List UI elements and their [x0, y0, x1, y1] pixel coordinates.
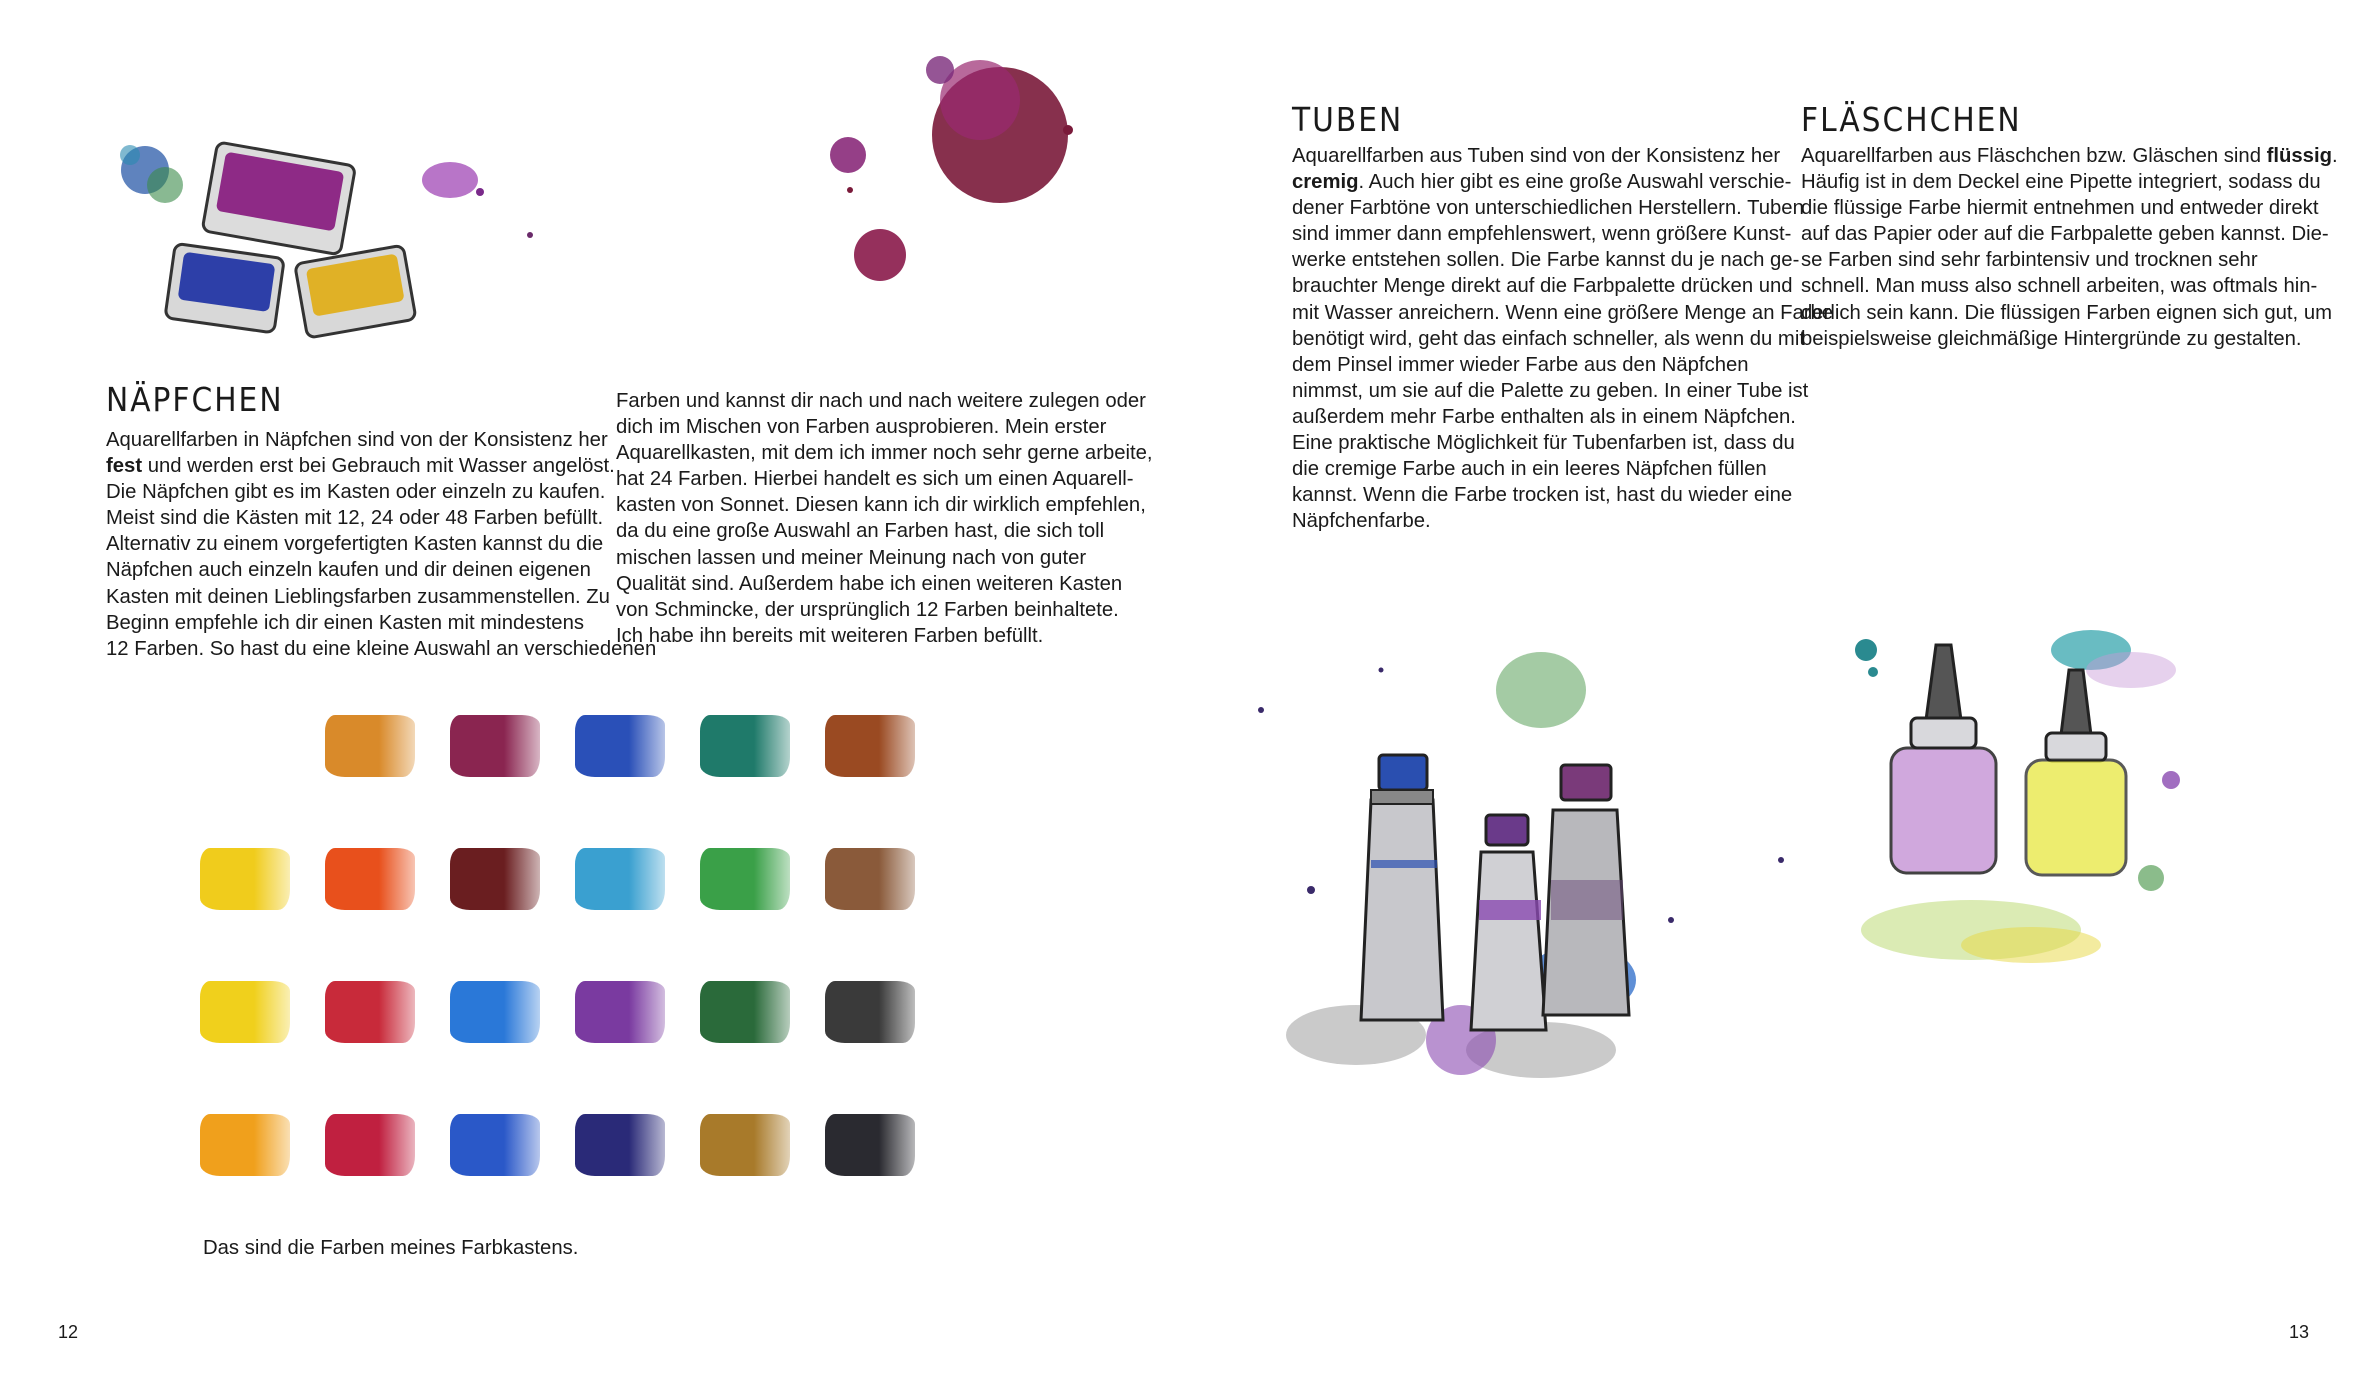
text-line: schnell. Man muss also schnell arbeiten, was oftmals hin-: [1801, 275, 2318, 298]
text-line: se Farben sind sehr farbintensiv und trocknen sehr: [1801, 249, 2258, 272]
color-swatch: [825, 848, 915, 910]
page-number-right: 13: [2289, 1322, 2310, 1342]
color-swatch: [450, 981, 540, 1043]
text-line: Beginn empfehle ich dir einen Kasten mit mindestens: [106, 611, 585, 634]
text-line: da du eine große Auswahl an Farben hast, die sich toll: [616, 520, 1105, 543]
text-line: Aquarellfarben aus Tuben sind von der Konsistenz her: [1292, 145, 1781, 167]
text-line: Kasten mit deinen Lieblingsfarben zusammenstellen. Zu: [106, 585, 610, 608]
paint-tubes-illustration: [1221, 560, 1821, 1140]
text-line: mischen lassen und meiner Meinung nach von guter: [616, 546, 1087, 569]
color-swatch: [700, 848, 790, 910]
text-line: Ich habe ihn bereits mit weiteren Farben befüllt.: [616, 624, 1044, 647]
text-line: die flüssige Farbe hiermit entnehmen und entweder direkt: [1801, 197, 2319, 220]
color-swatch: [700, 715, 790, 777]
text-line: dem Pinsel immer wieder Farbe aus den Näpfchen: [1292, 353, 1749, 376]
text-line: beispielsweise gleichmäßige Hintergründe zu gestalten.: [1801, 327, 2302, 350]
color-swatch: [575, 981, 665, 1043]
swatch-caption: Das sind die Farben meines Farbkastens.: [203, 1237, 579, 1259]
color-swatch: [325, 1114, 415, 1176]
text-line: werke entstehen sollen. Die Farbe kannst du je nach ge-: [1292, 249, 1800, 272]
color-swatch: [200, 1114, 290, 1176]
text-line: Qualität sind. Außerdem habe ich einen weiteren Kasten: [616, 572, 1123, 595]
color-swatch: [450, 715, 540, 777]
text-line: derlich sein kann. Die flüssigen Farben eignen sich gut, um: [1801, 301, 2332, 324]
text-line: mit Wasser anreichern. Wenn eine größere Menge an Farbe: [1292, 301, 1834, 324]
color-swatch: [325, 981, 415, 1043]
color-swatch: [825, 715, 915, 777]
text-line: cremig. Auch hier gibt es eine große Auswahl verschie-: [1292, 171, 1792, 194]
text-line: Die Näpfchen gibt es im Kasten oder einzeln zu kaufen.: [106, 481, 606, 504]
text-line: Farben und kannst dir nach und nach weitere zulegen oder: [616, 390, 1146, 412]
heading-tuben: TUBEN: [1292, 100, 1404, 139]
color-swatch: [700, 1114, 790, 1176]
color-swatch: [575, 1114, 665, 1176]
text-line: auf das Papier oder auf die Farbpalette geben kannst. Die-: [1801, 223, 2329, 246]
tuben-text: [1292, 143, 1834, 534]
color-swatch: [450, 848, 540, 910]
napfchen-text-col2: [616, 388, 1153, 649]
heading-napfchen: NÄPFCHEN: [106, 380, 284, 419]
text-line: benötigt wird, geht das einfach schneller, als wenn du mit: [1292, 327, 1805, 350]
ink-blots-illustration: [810, 40, 1100, 300]
paint-pans-illustration: [110, 130, 570, 360]
right-page: [1181, 0, 2362, 1388]
color-swatch: [200, 848, 290, 910]
heading-flaschchen: FLÄSCHCHEN: [1801, 100, 2022, 139]
text-line: Eine praktische Möglichkeit für Tubenfarben ist, dass du: [1292, 432, 1795, 455]
text-line: dich im Mischen von Farben ausprobieren. Mein erster: [616, 416, 1107, 439]
text-line: kasten von Sonnet. Diesen kann ich dir wirklich empfehlen,: [616, 494, 1146, 517]
text-line: dener Farbtöne von unterschiedlichen Herstellern. Tuben: [1292, 197, 1804, 220]
color-swatch-grid: [200, 715, 990, 1185]
text-line: Näpfchenfarbe.: [1292, 510, 1431, 533]
text-line: die cremige Farbe auch in ein leeres Näpfchen füllen: [1292, 458, 1767, 481]
flaschchen-text: [1801, 143, 2338, 352]
text-line: sind immer dann empfehlenswert, wenn größere Kunst-: [1292, 223, 1792, 246]
text-line: nimmst, um sie auf die Palette zu geben. In einer Tube ist: [1292, 379, 1809, 402]
text-line: Meist sind die Kästen mit 12, 24 oder 48 Farben befüllt.: [106, 507, 604, 530]
text-line: außerdem mehr Farbe enthalten als in einem Näpfchen.: [1292, 405, 1796, 428]
color-swatch: [200, 981, 290, 1043]
color-swatch: [325, 848, 415, 910]
napfchen-text-col1: [106, 427, 657, 662]
text-line: Aquarellfarben in Näpfchen sind von der Konsistenz her: [106, 429, 608, 451]
color-swatch: [325, 715, 415, 777]
text-line: kannst. Wenn die Farbe trocken ist, hast du wieder eine: [1292, 484, 1793, 507]
text-line: Häufig ist in dem Deckel eine Pipette integriert, sodass du: [1801, 171, 2321, 194]
color-swatch: [700, 981, 790, 1043]
color-swatch: [825, 981, 915, 1043]
text-line: von Schmincke, der ursprünglich 12 Farben beinhaltete.: [616, 598, 1119, 621]
color-swatch: [450, 1114, 540, 1176]
color-swatch: [575, 848, 665, 910]
text-line: Aquarellkasten, mit dem ich immer noch sehr gerne arbeite,: [616, 442, 1153, 465]
text-line: brauchter Menge direkt auf die Farbpalette drücken und: [1292, 275, 1793, 298]
text-line: Alternativ zu einem vorgefertigten Kasten kannst du die: [106, 533, 604, 556]
paint-bottles-illustration: [1821, 590, 2341, 990]
color-swatch: [575, 715, 665, 777]
text-line: Aquarellfarben aus Fläschchen bzw. Gläschen sind flüssig.: [1801, 145, 2338, 167]
text-line: hat 24 Farben. Hierbei handelt es sich um einen Aquarell-: [616, 468, 1134, 491]
page-number-left: 12: [58, 1322, 79, 1342]
text-line: fest und werden erst bei Gebrauch mit Wasser angelöst.: [106, 455, 615, 478]
color-swatch: [825, 1114, 915, 1176]
text-line: Näpfchen auch einzeln kaufen und dir deinen eigenen: [106, 559, 591, 582]
text-line: 12 Farben. So hast du eine kleine Auswahl an verschiedenen: [106, 637, 657, 660]
